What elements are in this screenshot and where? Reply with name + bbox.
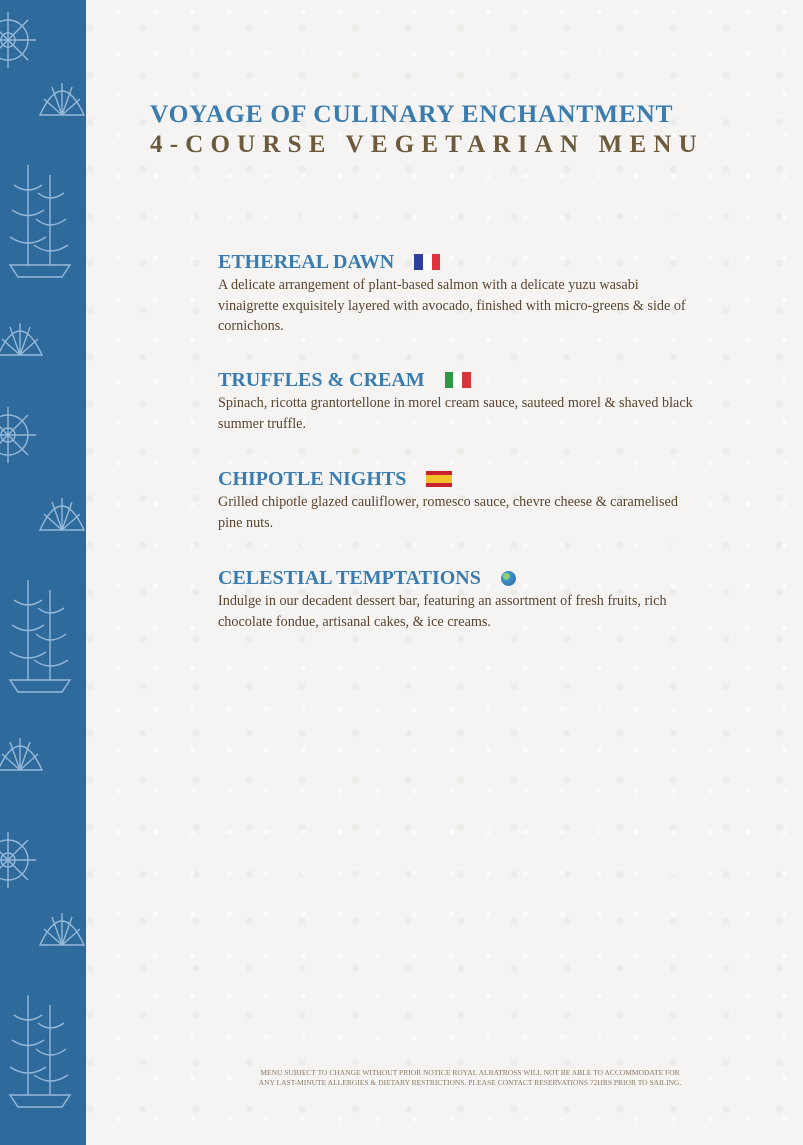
- course-name: CHIPOTLE NIGHTS: [218, 468, 407, 490]
- scallop-shell-icon: [40, 913, 84, 945]
- spain-flag-icon: [426, 471, 452, 487]
- disclaimer-footer: [200, 1068, 740, 1088]
- menu-subtitle: 4-COURSE VEGETARIAN MENU: [150, 131, 704, 158]
- course-name: ETHEREAL DAWN: [218, 251, 395, 273]
- scallop-shell-icon: [40, 83, 84, 115]
- ship-wheel-icon: [0, 407, 36, 463]
- italy-flag-icon: [445, 372, 471, 388]
- menu-title: VOYAGE OF CULINARY ENCHANTMENT: [150, 99, 674, 128]
- nautical-side-band: [0, 0, 86, 1145]
- menu-header: [150, 98, 750, 160]
- sailing-ship-icon: [10, 165, 70, 277]
- course-chipotle-nights: [218, 466, 698, 533]
- ship-wheel-icon: [0, 832, 36, 888]
- course-description: Spinach, ricotta grantortellone in morel cream sauce, sauteed morel & shaved black summer truffle.: [218, 395, 693, 432]
- nautical-pattern-icon: [0, 0, 86, 1145]
- globe-icon: [501, 571, 516, 586]
- ship-wheel-icon: [0, 12, 36, 68]
- disclaimer-line: ANY LAST-MINUTE ALLERGIES & DIETARY RESTRICTIONS. PLEASE CONTACT RESERVATIONS 72HRS PRIOR TO SAILING.: [258, 1078, 682, 1087]
- scallop-shell-icon: [0, 323, 42, 355]
- course-description: Grilled chipotle glazed cauliflower, romesco sauce, chevre cheese & caramelised pine nuts.: [218, 494, 678, 531]
- course-name: TRUFFLES & CREAM: [218, 369, 425, 391]
- course-ethereal-dawn: [218, 249, 698, 337]
- disclaimer-line: MENU SUBJECT TO CHANGE WITHOUT PRIOR NOTICE ROYAL ALBATROSS WILL NOT BE ABLE TO ACCOMMODATE FOR: [260, 1068, 680, 1077]
- course-description: A delicate arrangement of plant-based salmon with a delicate yuzu wasabi vinaigrette exquisitely layered with avocado, finished with micro-greens & side of cornichons.: [218, 277, 686, 334]
- scallop-shell-icon: [40, 498, 84, 530]
- sailing-ship-icon: [10, 995, 70, 1107]
- scallop-shell-icon: [0, 738, 42, 770]
- france-flag-icon: [414, 254, 440, 270]
- course-truffles-cream: [218, 367, 698, 434]
- course-celestial-temptations: [218, 565, 698, 632]
- course-name: CELESTIAL TEMPTATIONS: [218, 567, 481, 589]
- course-description: Indulge in our decadent dessert bar, featuring an assortment of fresh fruits, rich chocolate fondue, artisanal cakes, & ice creams.: [218, 593, 667, 630]
- sailing-ship-icon: [10, 580, 70, 692]
